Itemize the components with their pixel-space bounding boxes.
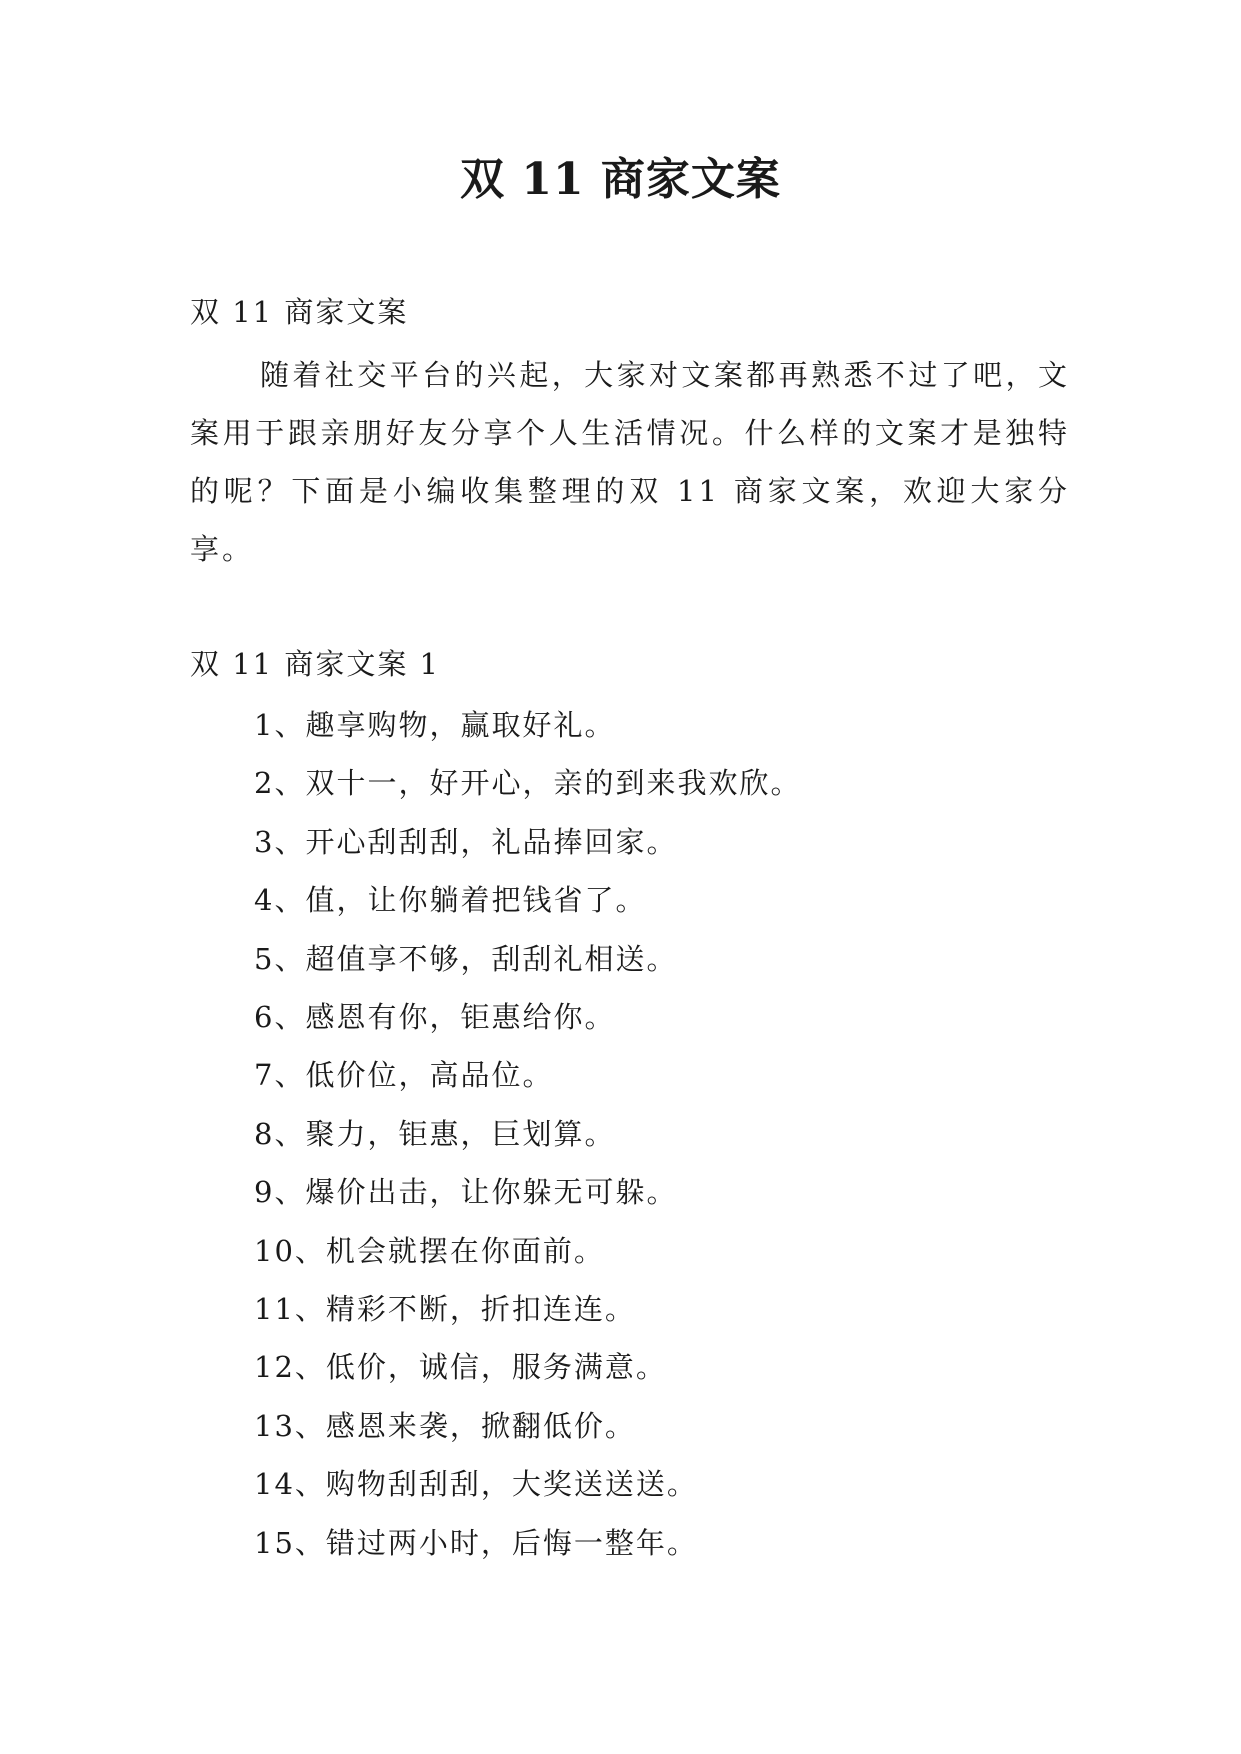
list-item: 15、错过两小时，后悔一整年。 xyxy=(254,1525,698,1560)
document-title: 双 11 商家文案 xyxy=(460,154,781,205)
list-item: 4、值，让你躺着把钱省了。 xyxy=(254,883,647,918)
list-item: 3、开心刮刮刮，礼品捧回家。 xyxy=(254,824,678,859)
slogan-list xyxy=(254,696,801,1572)
list-item: 8、聚力，钜惠，巨划算。 xyxy=(254,1116,616,1151)
list-item: 14、购物刮刮刮，大奖送送送。 xyxy=(254,1467,698,1502)
list-item: 11、精彩不断，折扣连连。 xyxy=(254,1292,636,1327)
list-item: 5、超值享不够，刮刮礼相送。 xyxy=(254,941,678,976)
list-item: 10、机会就摆在你面前。 xyxy=(254,1233,605,1268)
list-item: 2、双十一，好开心，亲的到来我欢欣。 xyxy=(254,766,802,801)
list-item: 13、感恩来袭，掀翻低价。 xyxy=(254,1408,636,1443)
section-heading: 双 11 商家文案 1 xyxy=(190,647,441,681)
intro-paragraph: 随着社交平台的兴起，大家对文案都再熟悉不过了吧，文案用于跟亲朋好友分享个人生活情况。什么样的文案才是独特的呢？下面是小编收集整理的双 11 商家文案，欢迎大家分享。 xyxy=(190,358,1070,566)
list-item: 6、感恩有你，钜惠给你。 xyxy=(254,1000,616,1035)
list-item: 12、低价，诚信，服务满意。 xyxy=(254,1350,667,1385)
list-item: 1、趣享购物，赢取好礼。 xyxy=(254,708,616,742)
list-item: 9、爆价出击，让你躲无可躲。 xyxy=(254,1175,678,1210)
document-subtitle: 双 11 商家文案 xyxy=(190,295,409,329)
list-item: 7、低价位，高品位。 xyxy=(254,1058,554,1093)
